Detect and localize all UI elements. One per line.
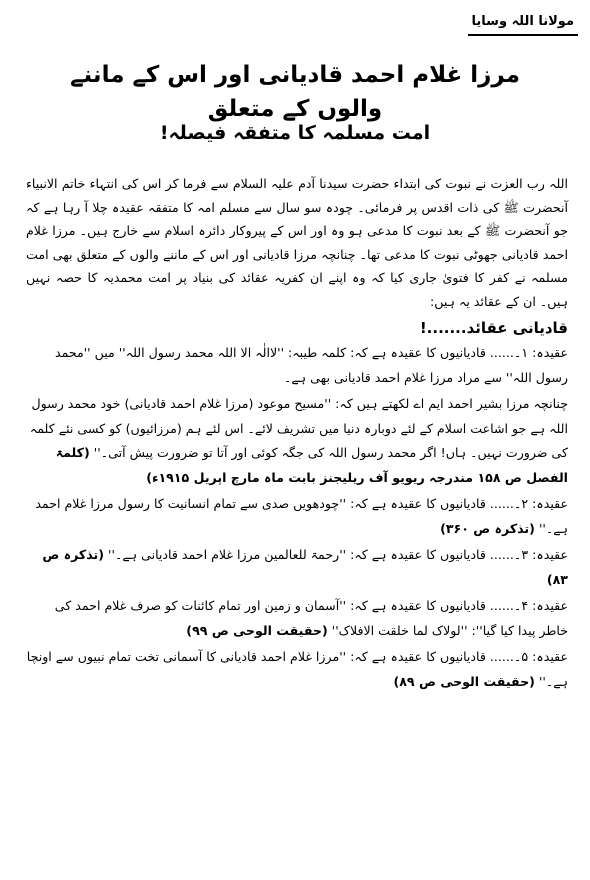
author-name: مولانا اللہ وسایا (471, 14, 574, 29)
page-subtitle: امت مسلمہ کا متفقہ فیصلہ! (159, 122, 431, 144)
belief-reference: (کلمۃ الفصل ص ۱۵۸ مندرجہ ریویو آف ریلیجنز بابت ماہ مارچ اپریل ۱۹۱۵ء) (55, 445, 568, 485)
page-title: مرزا غلام احمد قادیانی اور اس کے ماننے والوں کے متعلق (70, 62, 520, 122)
belief-item (26, 492, 568, 541)
belief-reference: (حقیقت الوحی ص ۸۹) (393, 673, 535, 689)
author-underline (468, 34, 578, 36)
belief-reference: (حقیقت الوحی ص ۹۹) (186, 622, 328, 638)
belief-reference: (تذکرہ ص ۳۶۰) (440, 520, 535, 536)
beliefs-heading: قادیانی عقائد.......! (419, 319, 568, 337)
belief-item (26, 543, 568, 592)
belief-text: عقیدہ: ۵۔...... قادیانیوں کا عقیدہ ہے کہ: ''مرزا غلام احمد قادیانی کا آسمانی تخت تمام نبیوں سے اونچا ہے۔'' (26, 649, 568, 689)
belief-item (26, 392, 568, 490)
belief-item (26, 645, 568, 694)
belief-text: عقیدہ: ۴۔...... قادیانیوں کا عقیدہ ہے کہ: ''آسمان و زمین اور تمام کائنات کو صرف غلام احمد کی خاطر پیدا کیا گیا'': ''لولاک لما خلقت الافلاک'' (54, 598, 568, 638)
belief-reference: (تذکرہ ص ۸۳) (42, 547, 568, 587)
belief-text: عقیدہ: ۳۔...... قادیانیوں کا عقیدہ ہے کہ: ''رحمۃ للعالمین مرزا غلام احمد قادیانی ہے۔'' (108, 547, 568, 562)
belief-text: عقیدہ: ۱۔...... قادیانیوں کا عقیدہ ہے کہ: کلمہ طیبہ: ''لاالٰہ الا اللہ محمد رسول اللہ'' میں ''محمد رسول اللہ'' سے مراد مرزا غلام احمد قادیانی بھی ہے۔ (54, 345, 568, 385)
belief-item (26, 341, 568, 390)
belief-item (26, 594, 568, 643)
belief-text: عقیدہ: ۲۔...... قادیانیوں کا عقیدہ ہے کہ: ''چودھویں صدی سے تمام انسانیت کا رسول مرزا غلام احمد ہے۔'' (35, 496, 568, 536)
belief-text: چنانچہ مرزا بشیر احمد ایم اے لکھتے ہیں کہ: ''مسیح موعود (مرزا غلام احمد قادیانی) خود محمد رسول اللہ ہے جو اشاعت اسلام کے لئے دوبارہ دنیا میں تشریف لائے۔ اس لئے ہم (مرزائیوں) کو کسی نئے کلمہ کی ضرورت نہیں۔ ہاں! اگر محمد رسول اللہ کی جگہ کوئی اور آتا تو ضرورت پیش آتی۔'' (29, 396, 568, 460)
article-body (26, 172, 568, 696)
intro-paragraph: اللہ رب العزت نے نبوت کی ابتداء حضرت سیدنا آدم علیہ السلام سے فرما کر اس کی انتہاء خاتم الانبیاء آنحضرت ﷺ کی ذات اقدس پر فرمائی۔ چودہ سو سال سے مسلم امہ کا متفقہ عقیدہ چلا آ رہا ہے کہ جو آنحضرت ﷺ کے بعد نبوت کا مدعی ہو وہ اور اس کے پیروکار دائرہ اسلام سے خارج ہیں۔ مرزا غلام احمد قادیانی جھوٹی نبوت کا مدعی تھا۔ چنانچہ مرزا قادیانی اور اس کے ماننے والوں کے متعلق بھی امت مسلمہ نے کفر کا فتویٰ جاری کیا کہ وہ اپنے ان کفریہ عقائد کی بنیاد پر امت محمدیہ کا حصہ نہیں ہیں۔ ان کے عقائد یہ ہیں: (26, 176, 568, 309)
